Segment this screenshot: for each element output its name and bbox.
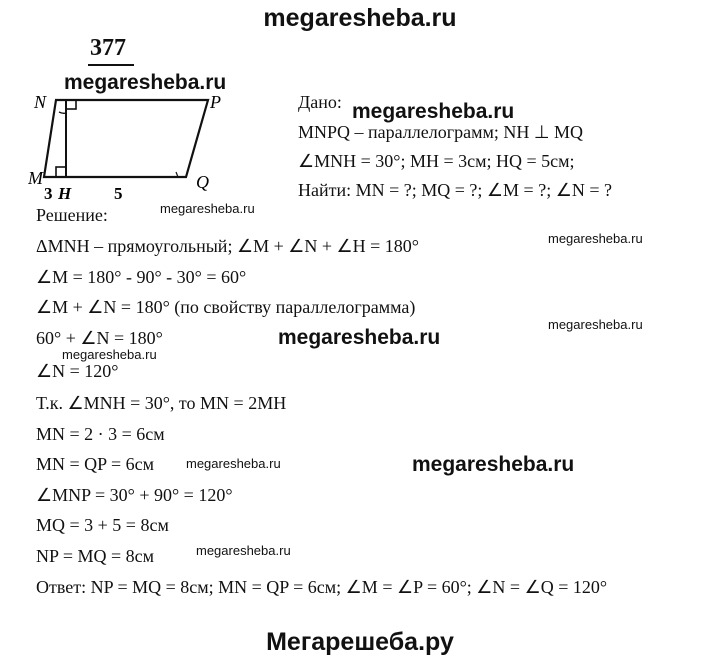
watermark: megaresheba.ru <box>186 456 281 471</box>
right-angle-mark-h <box>56 167 66 177</box>
solution-line-1: ΔMNH – прямоугольный; ∠M + ∠N + ∠H = 180° <box>36 236 420 256</box>
problem-number-underline <box>88 64 134 66</box>
label-m: M <box>28 168 43 188</box>
solution-line-7: MN = 2 · 3 = 6см <box>36 424 165 444</box>
solution-line-8: MN = QP = 6см <box>36 454 155 474</box>
label-h: H <box>58 184 72 203</box>
watermark: megaresheba.ru <box>160 201 255 216</box>
solution-title: Решение: <box>36 205 108 225</box>
solution-line-3: ∠M + ∠N = 180° (по свойству параллелограмма) <box>36 297 416 317</box>
watermark: megaresheba.ru <box>548 231 643 246</box>
given-title: Дано: <box>298 92 342 112</box>
watermark: megaresheba.ru <box>412 453 575 476</box>
watermark: megaresheba.ru <box>62 347 157 362</box>
solution-line-11: NP = MQ = 8см <box>36 546 155 566</box>
given-line-2: ∠MNH = 30°; MH = 3см; HQ = 5см; <box>298 151 575 171</box>
label-n: N <box>34 92 47 112</box>
problem-number: 377 <box>90 35 126 61</box>
watermark: megaresheba.ru <box>64 71 227 94</box>
header-brand[interactable]: megaresheba.ru <box>263 4 457 32</box>
parallelogram-outline <box>44 100 208 177</box>
solution-line-6: Т.к. ∠MNH = 30°, то MN = 2MH <box>36 393 287 413</box>
angle-arc-mnh <box>59 112 66 113</box>
footer-brand[interactable]: Мегарешеба.ру <box>266 628 454 656</box>
watermark: megaresheba.ru <box>548 317 643 332</box>
given-line-1: MNPQ – параллелограмм; NH ⊥ MQ <box>298 122 584 142</box>
label-seg-hq: 5 <box>114 184 123 203</box>
label-q: Q <box>196 172 209 192</box>
watermark: megaresheba.ru <box>278 326 441 349</box>
solution-line-5: ∠N = 120° <box>36 361 119 381</box>
label-p: P <box>210 92 221 112</box>
watermark: megaresheba.ru <box>196 543 291 558</box>
solution-line-9: ∠MNP = 30° + 90° = 120° <box>36 485 233 505</box>
watermark: megaresheba.ru <box>352 100 515 123</box>
right-angle-mark-n <box>66 100 76 109</box>
solution-line-10: MQ = 3 + 5 = 8см <box>36 515 169 535</box>
label-seg-mh: 3 <box>44 184 53 203</box>
find-line: Найти: MN = ?; MQ = ?; ∠M = ?; ∠N = ? <box>298 180 612 200</box>
solution-line-4: 60° + ∠N = 180° <box>36 328 163 348</box>
answer-line: Ответ: NP = MQ = 8см; MN = QP = 6см; ∠M = ∠P = 60°; ∠N = ∠Q = 120° <box>36 577 608 597</box>
solution-line-2: ∠M = 180° - 90° - 30° = 60° <box>36 267 247 287</box>
parallelogram-figure <box>28 86 228 204</box>
